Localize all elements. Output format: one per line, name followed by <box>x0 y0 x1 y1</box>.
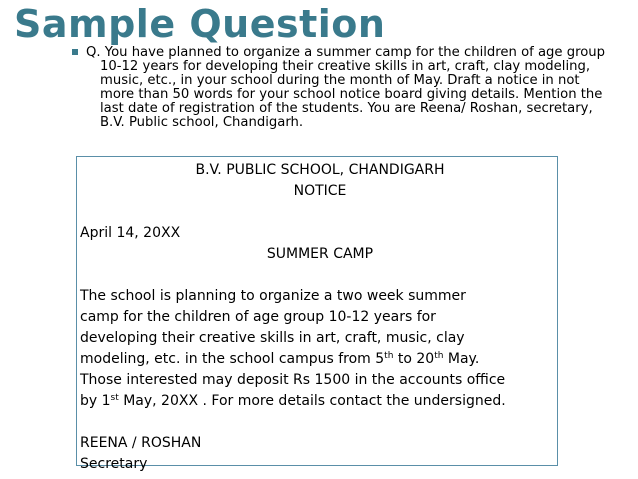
notice-body-line: developing their creative skills in art, craft, music, clay <box>80 330 465 346</box>
body-text: May. <box>443 351 480 367</box>
notice <box>80 160 560 475</box>
signature-name: REENA / ROSHAN <box>80 435 202 451</box>
question-body: You have planned to organize a summer camp for the children of age group 10-12 years for developing their creative skills in art, craft, clay modeling, music, etc., in your school during the month of May. Draft a notice in not more than 50 words for your school notice board giving details. Mention the last date of registration of the students. You are Reena/ Roshan, secretary, B.V. Public school, Chandigarh. <box>100 45 606 130</box>
notice-body-line: The school is planning to organize a two week summer <box>80 288 466 304</box>
ordinal-suffix: th <box>384 351 394 361</box>
signature-title: Secretary <box>80 456 148 472</box>
ordinal-suffix: th <box>434 351 444 361</box>
body-text: modeling, etc. in the school campus from 5 <box>80 351 385 367</box>
square-bullet-icon <box>72 49 78 55</box>
spacer <box>80 265 560 286</box>
notice-school-name: B.V. PUBLIC SCHOOL, CHANDIGARH <box>195 162 445 178</box>
notice-body-line: camp for the children of age group 10-12 years for <box>80 309 436 325</box>
notice-subject: SUMMER CAMP <box>266 246 374 262</box>
slide-title: Sample Question <box>14 2 386 46</box>
question-block <box>86 46 611 130</box>
body-text: to 20 <box>393 351 435 367</box>
ordinal-suffix: st <box>110 393 119 403</box>
notice-date: April 14, 20XX <box>80 225 181 241</box>
notice-body <box>80 286 560 412</box>
notice-body-line <box>80 391 560 412</box>
question-prefix: Q. <box>86 45 101 60</box>
notice-body-line <box>80 349 560 370</box>
spacer <box>80 202 560 223</box>
question-text <box>86 46 611 130</box>
spacer <box>80 412 560 433</box>
body-text: May, 20XX . For more details contact the undersigned. <box>118 393 506 409</box>
body-text: by 1 <box>80 393 111 409</box>
notice-body-line: Those interested may deposit Rs 1500 in the accounts office <box>80 372 506 388</box>
notice-heading: NOTICE <box>293 183 347 199</box>
